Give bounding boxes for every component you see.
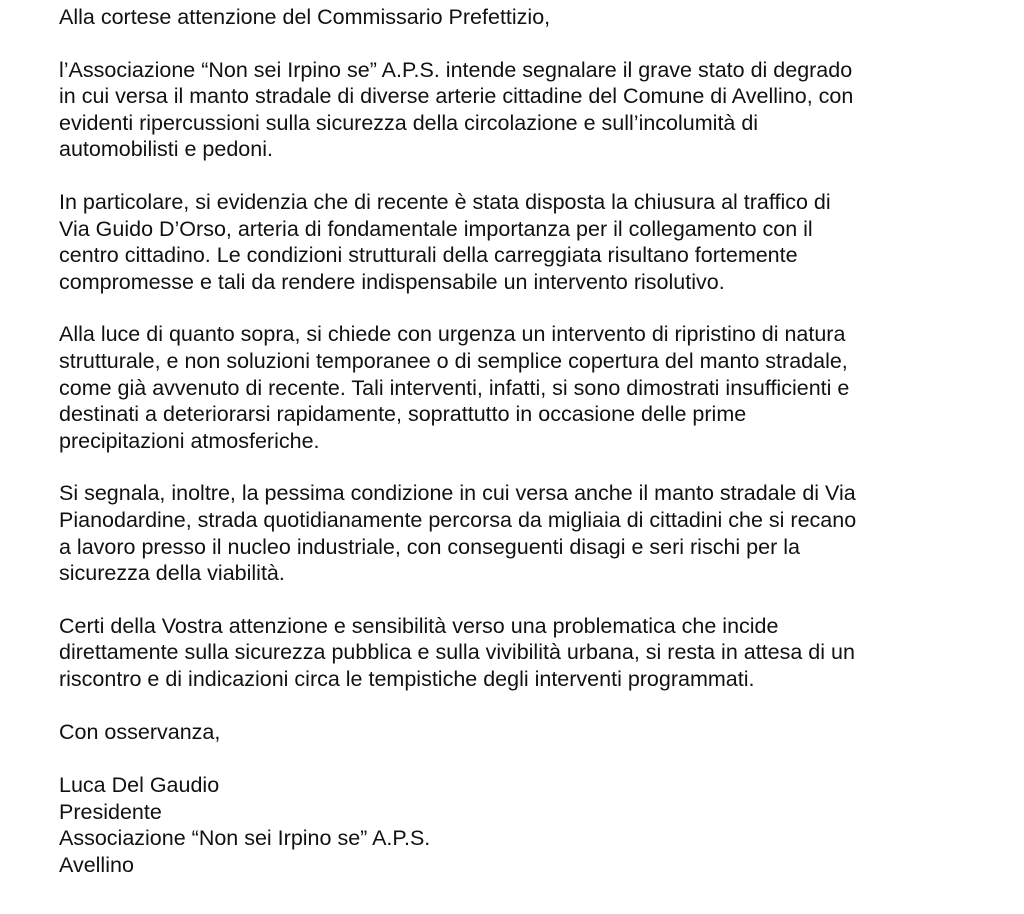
- paragraph-via-guido-dorso: In particolare, si evidenzia che di recente è stata disposta la chiusura al traffico di Via Guido D’Orso, arteria di fondamentale importanza per il collegamento con il centro cittadino. Le condizioni strutturali della carreggiata risultano fortemente compromesse e tali da rendere indispensabile un intervento risolutivo.: [59, 189, 831, 294]
- signature-name: Luca Del Gaudio: [59, 773, 220, 798]
- paragraph-intro: l’Associazione “Non sei Irpino se” A.P.S. intende segnalare il grave stato di degrado in cui versa il manto stradale di diverse arterie cittadine del Comune di Avellino, con evidenti ripercussioni sulla sicurezza della circolazione e sull’incolumità di automobilisti e pedoni.: [59, 57, 854, 162]
- paragraph-via-pianodardine: Si segnala, inoltre, la pessima condizione in cui versa anche il manto stradale di Via Pianodardine, strada quotidianamente percorsa da migliaia di cittadini che si recano a lavoro presso il nucleo industriale, con conseguenti disagi e seri rischi per la sicurezza della viabilità.: [59, 481, 857, 586]
- letter-document: [59, 0, 989, 878]
- letter-greeting: Alla cortese attenzione del Commissario Prefettizio,: [59, 5, 551, 29]
- signature-role: Presidente: [59, 799, 162, 824]
- signature-city: Avellino: [59, 852, 134, 877]
- signature-organization: Associazione “Non sei Irpino se” A.P.S.: [59, 826, 431, 851]
- letter-closing: Con osservanza,: [59, 720, 221, 745]
- paragraph-conclusion: Certi della Vostra attenzione e sensibilità verso una problematica che incide direttamente sulla sicurezza pubblica e sulla vivibilità urbana, si resta in attesa di un riscontro e di indicazioni circa le tempistiche degli interventi programmati.: [59, 613, 855, 691]
- signature-block: [59, 772, 989, 878]
- paragraph-request: Alla luce di quanto sopra, si chiede con urgenza un intervento di ripristino di natura strutturale, e non soluzioni temporanee o di semplice copertura del manto stradale, come già avvenuto di recente. Tali interventi, infatti, si sono dimostrati insufficienti e destinati a deteriorarsi rapidamente, soprattutto in occasione delle prime precipitazioni atmosferiche.: [59, 322, 850, 453]
